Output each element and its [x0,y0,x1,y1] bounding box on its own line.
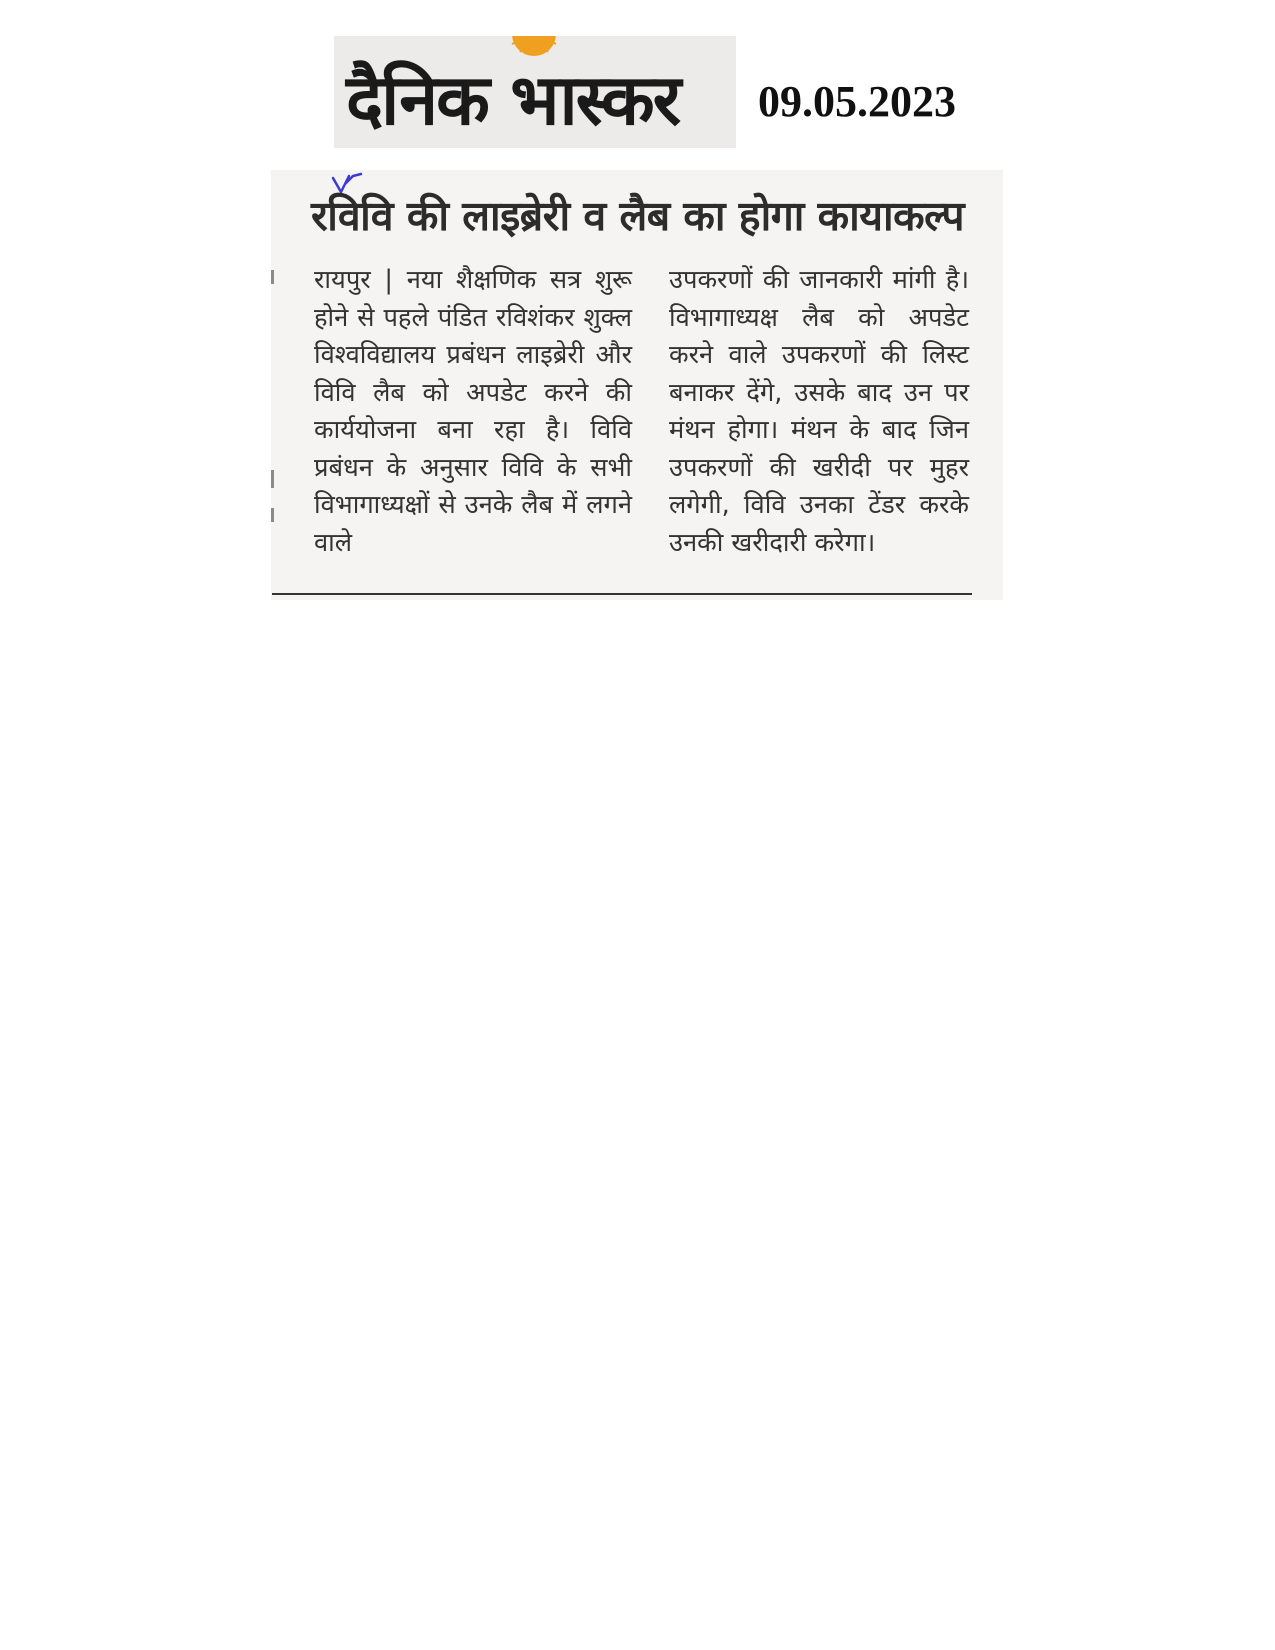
article-column-left: रायपुर | नया शैक्षणिक सत्र शुरू होने से पहले पंडित रविशंकर शुक्ल विश्वविद्यालय प्रबंधन लाइब्रेरी और विवि लैब को अपडेट करने की कार्ययोजना बना रहा है। विवि प्रबंधन के अनुसार विवि के सभी विभागाध्यक्षों से उनके लैब में लगने वाले [314,265,632,558]
news-clipping [271,170,1003,600]
newspaper-name: दैनिक भास्कर [346,59,680,141]
newspaper-logo [334,36,736,148]
article-column-right: उपकरणों की जानकारी मांगी है। विभागाध्यक्ष लैब को अपडेट करने वाले उपकरणों की लिस्ट बनाकर देंगे, उसके बाद उन पर मंथन होगा। मंथन के बाद जिन उपकरणों की खरीदी पर मुहर लगेगी, विवि उनका टेंडर करके उनकी खरीदारी करेगा। [669,265,969,558]
scan-edge-mark [271,270,274,284]
scan-edge-mark [271,470,274,488]
sun-icon [506,36,562,56]
clipping-bottom-rule [272,593,972,595]
scan-edge-mark [271,508,274,522]
publication-date: 09.05.2023 [758,77,956,126]
article-headline: रविवि की लाइब्रेरी व लैब का होगा कायाकल्प [311,192,965,240]
